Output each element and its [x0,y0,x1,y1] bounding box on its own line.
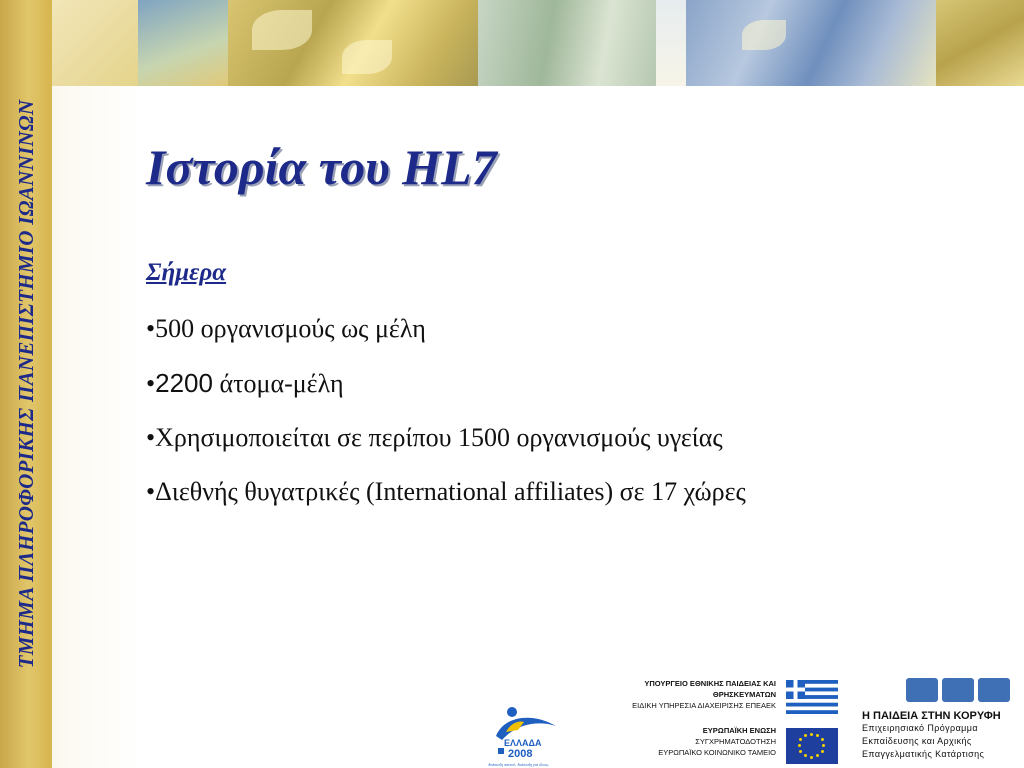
eu-flag-icon [786,728,838,764]
bullet-item [146,423,786,453]
eu-line: ΕΥΡΩΠΑΪΚΗ ΕΝΩΣΗ [702,726,776,735]
paideia-line: Επαγγελματικής Κατάρτισης [862,749,985,759]
svg-text:Ανάπτυξη παντού. Ανάπτυξη για: Ανάπτυξη παντού. Ανάπτυξη για όλους. [488,762,550,767]
sponsor-logos [0,650,1024,768]
eu-subline: ΣΥΓΧΡΗΜΑΤΟΔΟΤΗΣΗ [695,737,776,746]
department-label: ΤΜΗΜΑ ΠΛΗΡΟΦΟΡΙΚΗΣ ΠΑΝΕΠΙΣΤΗΜΙΟ ΙΩΑΝΝΙΝΩΝ [14,99,38,669]
ministry-text [580,678,776,758]
paideia-line: Εκπαίδευσης και Αρχικής [862,736,972,746]
bullet-text: Χρησιμοποιείται σε περίπου 1500 οργανισμούς υγείας [155,423,723,452]
bullet-text: Διεθνής θυγατρικές (International affiliates) σε 17 χώρες [155,477,746,506]
paideia-title: Η ΠΑΙΔΕΙΑ ΣΤΗΝ ΚΟΡΥΦΗ [862,710,1001,722]
bullet-marker: • [146,369,156,398]
paideia-line: Επιχειρησιακό Πρόγραμμα [862,723,978,733]
bullet-marker: • [146,477,156,506]
bullet-item [146,314,786,344]
paideia-boxes-icon [862,678,1024,704]
bullet-text: οργανισμούς ως μέλη [194,314,426,343]
bullet-marker: • [146,314,156,343]
ministry-line: ΥΠΟΥΡΓΕΙΟ ΕΘΝΙΚΗΣ ΠΑΙΔΕΙΑΣ ΚΑΙ ΘΡΗΣΚΕΥΜΑΤΩΝ [644,679,776,699]
ministry-subline: ΕΙΔΙΚΗ ΥΠΗΡΕΣΙΑ ΔΙΑΧΕΙΡΙΣΗΣ ΕΠΕΑΕΚ [632,701,776,710]
bullet-text: άτομα-μέλη [212,369,344,398]
subheading: Σήμερα [146,259,227,286]
paideia-logo [862,678,1024,761]
bullet-item [146,477,786,507]
bullet-number: 2200 [155,368,213,398]
bullet-item [146,368,786,399]
greece-2008-logo [488,702,568,768]
bullet-number: 500 [155,314,195,343]
greek-flag-icon [786,680,838,714]
bullet-marker: • [146,423,156,452]
eu-subline: ΕΥΡΩΠΑΪΚΟ ΚΟΙΝΩΝΙΚΟ ΤΑΜΕΙΟ [658,748,776,757]
slide-content [146,258,786,531]
slide-title: Ιστορία του HL7 [146,139,497,195]
svg-text:ΕΛΛΑΔΑ: ΕΛΛΑΔΑ [504,738,542,748]
svg-text:2008: 2008 [508,748,533,760]
decorative-banner [52,0,1024,86]
